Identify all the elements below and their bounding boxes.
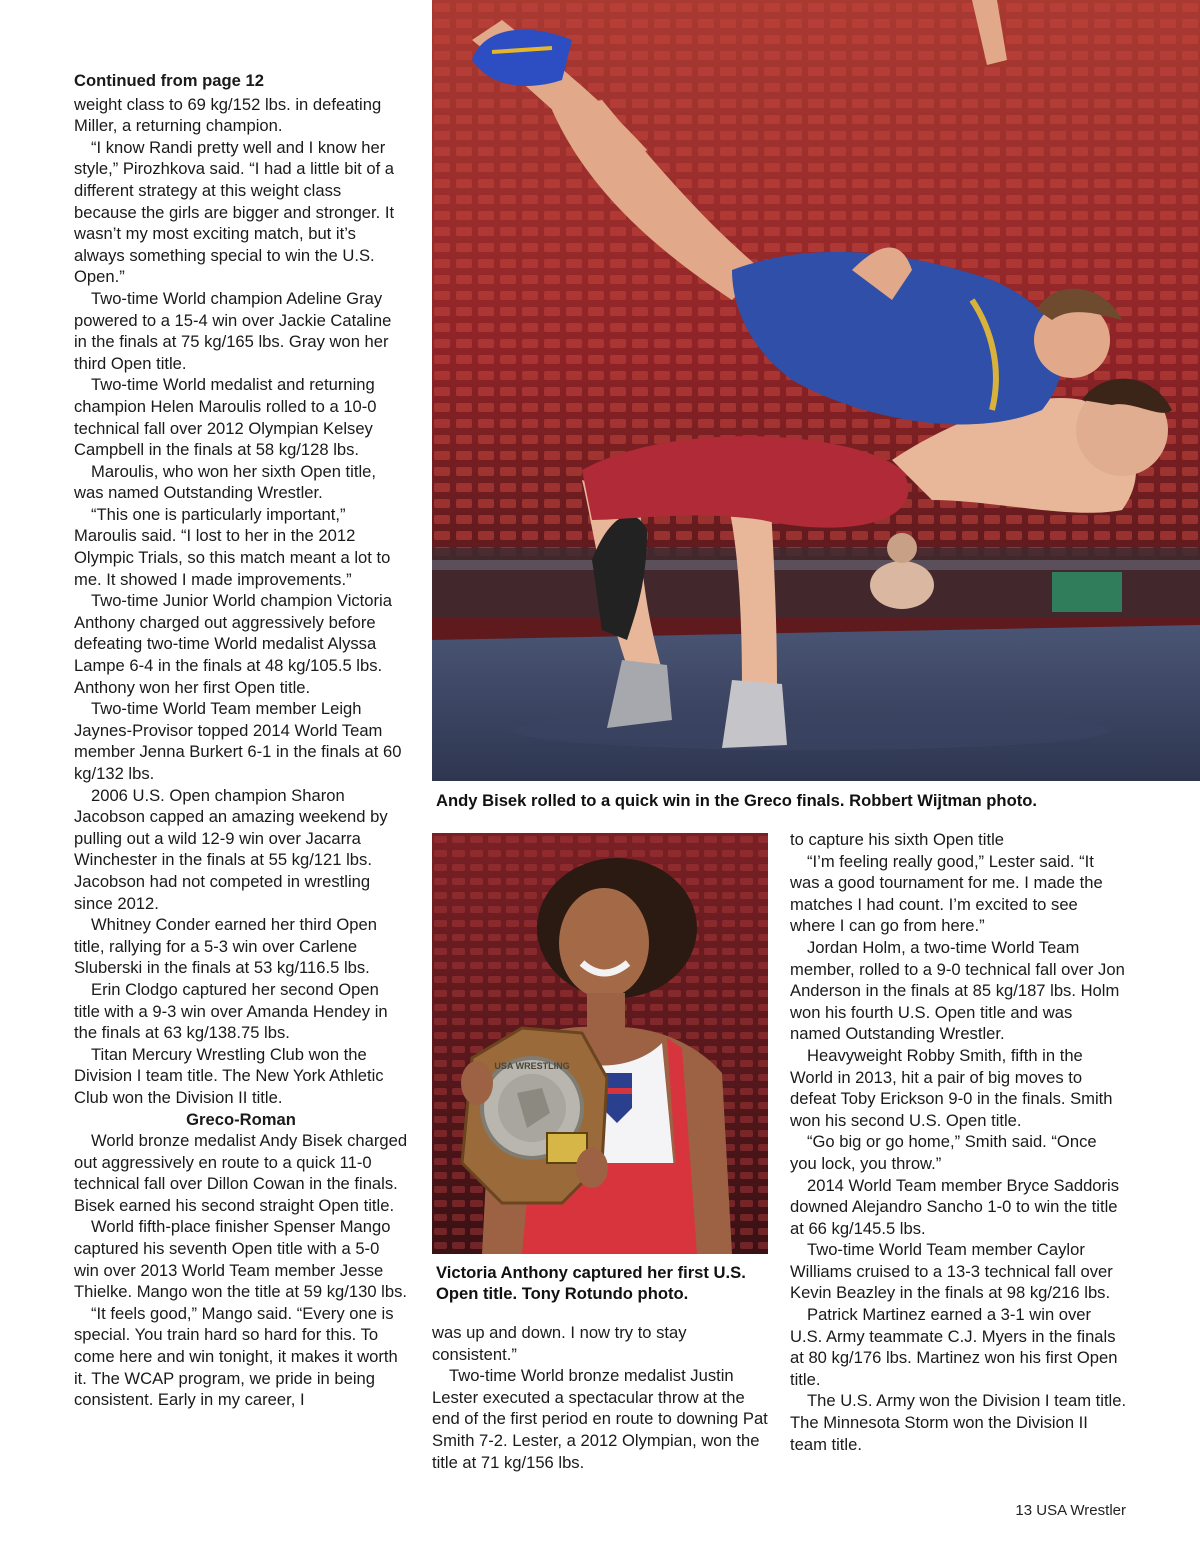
article-paragraph: The U.S. Army won the Division I team title. The Minnesota Storm won the Division II team title. — [790, 1391, 1127, 1454]
victoria-anthony-photo — [432, 833, 768, 1254]
article-paragraph: Whitney Conder earned her third Open title, rallying for a 5-3 win over Carlene Sluberski in the finals at 53 kg/116.5 lbs. — [74, 915, 377, 978]
article-paragraph: “Go big or go home,” Smith said. “Once you lock, you throw.” — [790, 1132, 1097, 1173]
article-paragraph: was up and down. I now try to stay consistent.” — [432, 1323, 687, 1364]
article-paragraph: Two-time World Team member Leigh Jaynes-Provisor topped 2014 World Team member Jenna Burkert 6-1 in the finals at 60 kg/132 lbs. — [74, 699, 402, 783]
article-paragraph: Maroulis, who won her sixth Open title, was named Outstanding Wrestler. — [74, 461, 376, 503]
article-paragraph: Titan Mercury Wrestling Club won the Division I team title. The New York Athletic Club won the Division II title. — [74, 1044, 384, 1107]
article-column-left — [74, 70, 408, 1411]
article-paragraph: to capture his sixth Open title — [790, 830, 1004, 849]
article-paragraph: “I know Randi pretty well and I know her style,” Pirozhkova said. “I had a little bit of a different strategy at this weight class because the girls are bigger and stronger. It wasn’t my most exciting match, but it’s always something special to win the U.S. Open.” — [74, 137, 395, 287]
article-paragraph: World fifth-place finisher Spenser Mango captured his seventh Open title with a 5-0 win over 2013 World Team member Jesse Thielke. Mango won the title at 59 kg/130 lbs. — [74, 1217, 407, 1302]
article-paragraph: Two-time World Team member Caylor Williams cruised to a 13-3 technical fall over Kevin Beazley in the finals at 98 kg/216 lbs. — [790, 1240, 1113, 1303]
article-paragraph: Patrick Martinez earned a 3-1 win over U.S. Army teammate C.J. Myers in the finals at 80 kg/176 lbs. Martinez won his first Open title. — [790, 1305, 1118, 1389]
article-column-middle — [432, 1322, 768, 1473]
article-paragraph: Two-time World bronze medalist Justin Lester executed a spectacular throw at the end of the first period en route to downing Pat Smith 7-2. Lester, a 2012 Olympian, won the title at 71 kg/156 lbs. — [432, 1366, 768, 1472]
article-paragraph: 2014 World Team member Bryce Saddoris downed Alejandro Sancho 1-0 to win the title at 66 kg/145.5 lbs. — [790, 1175, 1120, 1238]
article-paragraph: World bronze medalist Andy Bisek charged out aggressively en route to a quick 11-0 technical fall over Dillon Cowan in the finals. Bisek earned his second straight Open title. — [74, 1131, 408, 1215]
photo-caption-top: Andy Bisek rolled to a quick win in the Greco finals. Robbert Wijtman photo. — [436, 791, 1037, 810]
article-paragraph: Jordan Holm, a two-time World Team member, rolled to a 9-0 technical fall over Jon Anderson in the finals at 85 kg/187 lbs. Holm won his fourth U.S. Open title and was named Outstanding Wrestler. — [790, 937, 1125, 1044]
article-paragraph: Two-time World medalist and returning champion Helen Maroulis rolled to a 10-0 technical fall over 2012 Olympian Kelsey Campbell in the finals at 58 kg/128 lbs. — [74, 375, 377, 460]
page-folio: 13 USA Wrestler — [1015, 1502, 1126, 1519]
wrestling-throw-illustration — [432, 0, 1200, 781]
photo-caption-middle: Victoria Anthony captured her first U.S. Open title. Tony Rotundo photo. — [436, 1263, 746, 1303]
article-paragraph: Erin Clodgo captured her second Open title with a 9-3 win over Amanda Hendey in the finals at 63 kg/138.75 lbs. — [74, 979, 388, 1043]
article-paragraph: “This one is particularly important,” Maroulis said. “I lost to her in the 2012 Olympic Trials, so this match meant a lot to me. It showed I made improvements.” — [74, 504, 391, 589]
plaque-lettering: USA WRESTLING — [494, 1061, 570, 1071]
article-paragraph: 2006 U.S. Open champion Sharon Jacobson capped an amazing weekend by pulling out a wild 12-9 win over Jacarra Winchester in the finals at 55 kg/121 lbs. Jacobson had not competed in wrestling since 2012. — [74, 785, 388, 913]
article-paragraph: Two-time World champion Adeline Gray powered to a 15-4 win over Jackie Cataline in the finals at 75 kg/165 lbs. Gray won her third Open title. — [74, 288, 392, 373]
continued-label: Continued from page 12 — [74, 71, 264, 90]
article-paragraph: Heavyweight Robby Smith, fifth in the World in 2013, hit a pair of big moves to defeat Toby Erickson 9-0 in the finals. Smith won his second U.S. Open title. — [790, 1045, 1113, 1130]
article-paragraph: “I’m feeling really good,” Lester said. “It was a good tournament for me. I made the matches I had count. I’m excited to see where I can go from here.” — [790, 851, 1103, 936]
article-paragraph: “It feels good,” Mango said. “Every one is special. You train hard so hard for this. To come here and win tonight, it makes it worth it. The WCAP program, we pride in being consistent. Early in my career, I — [74, 1303, 398, 1410]
article-paragraph: Two-time Junior World champion Victoria Anthony charged out aggressively before defeating two-time World medalist Alyssa Lampe 6-4 in the finals at 48 kg/105.5 lbs. Anthony won her first Open title. — [74, 591, 392, 697]
section-heading-greco: Greco-Roman — [186, 1109, 296, 1129]
article-column-right — [790, 829, 1127, 1455]
article-paragraph: weight class to 69 kg/152 lbs. in defeating Miller, a returning champion. — [74, 94, 382, 136]
champion-with-plaque-illustration — [432, 833, 768, 1254]
wrestling-throw-photo — [432, 0, 1200, 781]
